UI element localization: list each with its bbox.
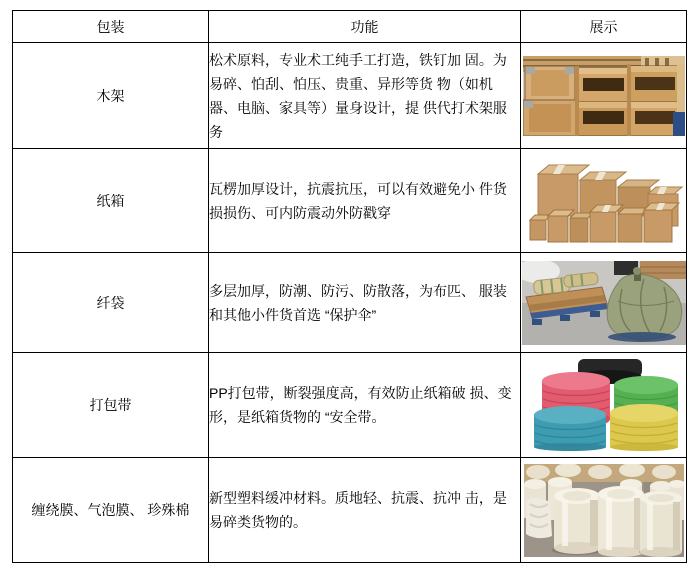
table-row — [13, 458, 687, 563]
film-rolls-photo — [524, 464, 684, 557]
wooden-crates-photo — [523, 56, 685, 136]
package-photo-cell — [521, 43, 687, 149]
package-function: 新型塑料缓冲材料。质地轻、抗震、抗冲 击，是易碎类货物的。 — [209, 458, 521, 563]
table-row — [13, 253, 687, 353]
package-function: 瓦楞加厚设计，抗震抗压，可以有效避免小 件货损损伤、可内防震动外防戳穿 — [209, 149, 521, 253]
package-name: 木架 — [13, 43, 209, 149]
table-row — [13, 353, 687, 458]
package-photo-cell — [521, 353, 687, 458]
package-function: 多层加厚，防潮、防污、防散落，为布匹、 服装和其他小件货首选 “保护伞” — [209, 253, 521, 353]
header-package: 包装 — [13, 11, 209, 43]
package-name: 缠绕膜、气泡膜、 珍殊棉 — [13, 458, 209, 563]
package-name: 纤袋 — [13, 253, 209, 353]
header-display: 展示 — [521, 11, 687, 43]
table-row — [13, 43, 687, 149]
packaging-table — [12, 10, 687, 563]
package-function: PP打包带，断裂强度高，有效防止纸箱破 损、变形，是纸箱货物的 “安全带。 — [209, 353, 521, 458]
yellow-strap-roll — [610, 404, 678, 451]
blue-strap-roll — [534, 406, 606, 451]
package-function: 松术原料，专业术工纯手工打造，铁钉加 固。为易碎、怕刮、怕压、贵重、异形等货 物（如机器、电脑、家具等）量身设计，提 供代打术架服务 — [209, 43, 521, 149]
package-photo-cell — [521, 458, 687, 563]
package-name: 打包带 — [13, 353, 209, 458]
table-header-row — [13, 11, 687, 43]
front-film-rolls — [552, 486, 683, 557]
table-row — [13, 149, 687, 253]
header-function: 功能 — [209, 11, 521, 43]
woven-bags-photo — [522, 261, 686, 345]
strapping-rolls-photo — [522, 359, 686, 451]
package-photo-cell — [521, 149, 687, 253]
package-photo-cell — [521, 253, 687, 353]
package-name: 纸箱 — [13, 149, 209, 253]
cardboard-boxes-photo — [522, 154, 686, 248]
